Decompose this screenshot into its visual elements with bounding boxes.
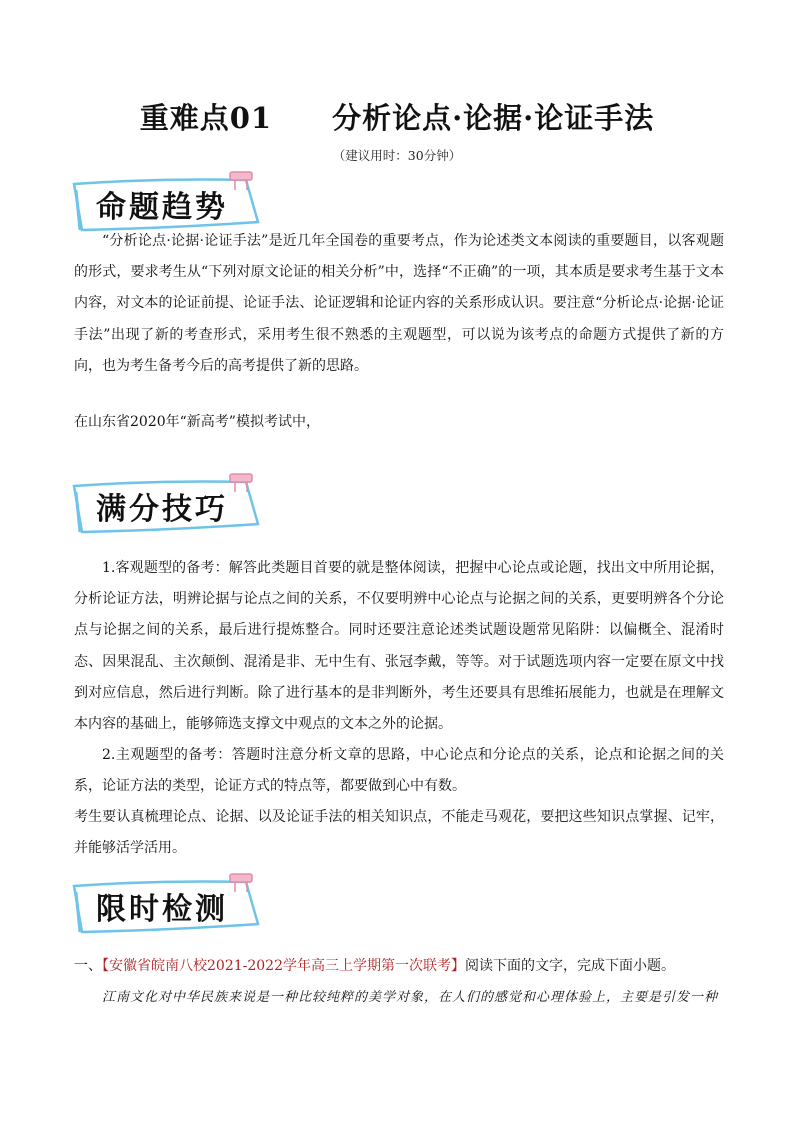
reading-excerpt: 江南文化对中华民族来说是一种比较纯粹的美学对象，在人们的感觉和心理体验上，主要是引发一种	[102, 990, 719, 1005]
section-banner-skills	[70, 472, 270, 542]
section-heading-test: 限时检测	[96, 892, 228, 927]
question-source: 【安徽省皖南八校2021-2022学年高三上学期第一次联考】	[102, 958, 465, 974]
trend-paragraph-2: 在山东省2020年“新高考”模拟考试中，	[74, 414, 320, 430]
trend-paragraph-1: “分析论点·论据·论证手法”是近几年全国卷的重要考点，作为论述类文本阅读的重要题目，以客观题的形式，要求考生从“下列对原文论证的相关分析”中，选择“不正确”的一项，其本质是要求考生基于文本内容，对文本的论证前提、论证手法、论证逻辑和论证内容的关系形成认识。要注意“分析论点·论据·论证手法”出现了新的考查形式，采用考生很不熟悉的主观题型，可以说为该考点的命题方式提供了新的方向，也为考生备考今后的高考提供了新的思路。	[74, 233, 724, 374]
question-instruction: 阅读下面的文字，完成下面小题。	[465, 958, 675, 974]
page-subtitle: （建议用时：30分钟）	[332, 148, 462, 163]
question-prefix: 一、	[74, 958, 102, 974]
section-banner-test	[70, 872, 270, 942]
question-line	[74, 954, 724, 978]
skills-paragraph-2: 2.主观题型的备考：答题时注意分析文章的思路，中心论点和分论点的关系，论点和论据之间的关系，论证方法的类型，论证方式的特点等，都要做到心中有数。	[74, 747, 724, 795]
section-heading-trend: 命题趋势	[96, 190, 228, 225]
page-title: 重难点01 分析论点·论据·论证手法	[139, 101, 655, 135]
skills-paragraph-3: 考生要认真梳理论点、论据、以及论证手法的相关知识点，不能走马观花，要把这些知识点掌握、记牢，并能够活学活用。	[74, 809, 724, 857]
skills-paragraph-1: 1.客观题型的备考：解答此类题目首要的就是整体阅读，把握中心论点或论题，找出文中所用论据，分析论证方法，明辨论据与论点之间的关系，不仅要明辨中心论点与论据之间的关系，更要明辨各个分论点与论据之间的关系，最后进行提炼整合。同时还要注意论述类试题设题常见陷阱：以偏概全、混淆时态、因果混乱、主次颠倒、混淆是非、无中生有、张冠李戴，等等。对于试题选项内容一定要在原文中找到对应信息，然后进行判断。除了进行基本的是非判断外，考生还要具有思维拓展能力，也就是在理解文本内容的基础上，能够筛选支撑文中观点的文本之外的论据。	[74, 560, 724, 733]
section-heading-skills: 满分技巧	[96, 492, 228, 527]
